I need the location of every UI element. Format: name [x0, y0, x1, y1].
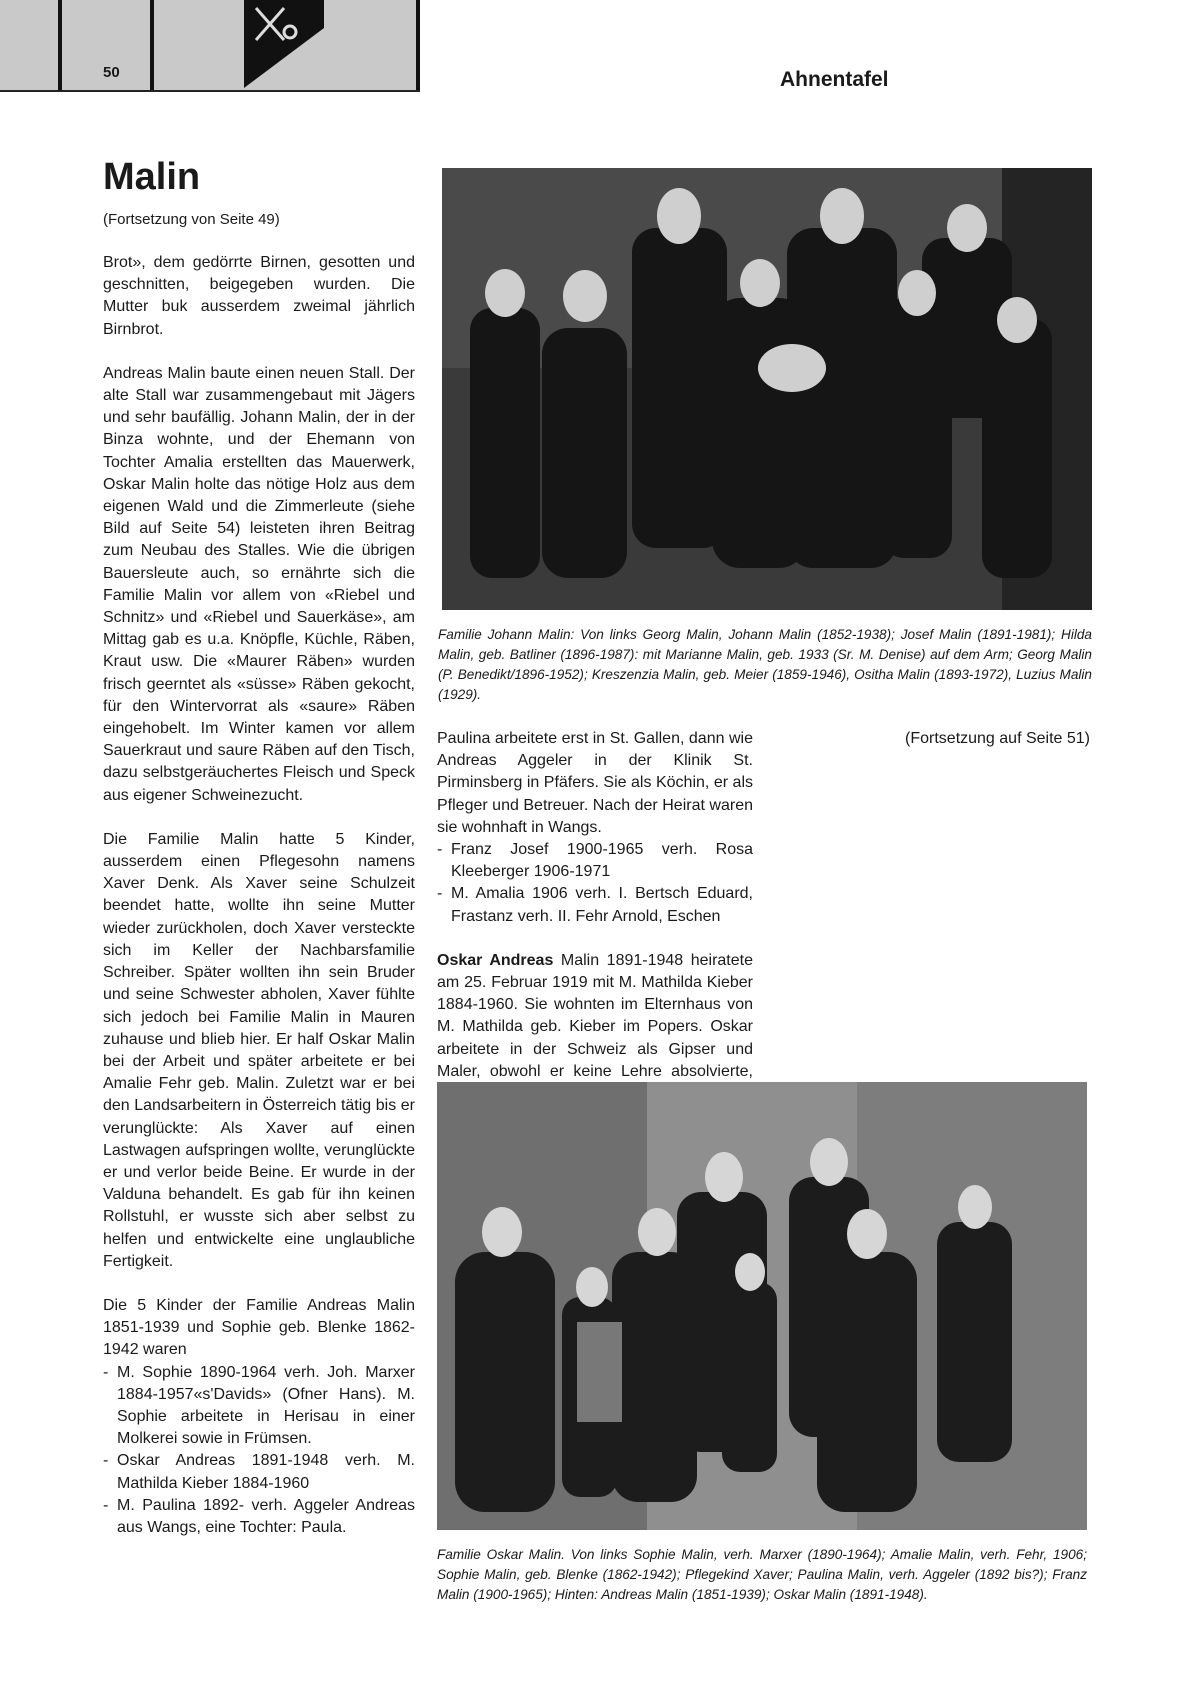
page-number: 50 — [103, 64, 120, 81]
list-item: - M. Paulina 1892- verh. Aggeler Andreas aus Wangs, eine Tochter: Paula. — [103, 1495, 415, 1539]
list-item: - Oskar Andreas 1891-1948 verh. M. Mathilda Kieber 1884-1960 — [103, 1450, 415, 1494]
paragraph: Brot», dem gedörrte Birnen, gesotten und geschnitten, beigegeben wurden. Die Mutter buk ausserdem zweimal jährlich Birnbrot. — [103, 254, 415, 338]
continued-on: (Fortsetzung auf Seite 51) — [905, 730, 1090, 747]
family-photo-johann — [442, 168, 1092, 610]
photo-caption: Familie Oskar Malin. Von links Sophie Malin, verh. Marxer (1890-1964); Amalie Malin, verh. Fehr, 1906; Sophie Malin, geb. Blenke (1862-1942); Pflegekind Xaver; Paulina Malin, verh. Aggeler (1892 bis?); Franz Malin (1900-1965); Hinten: Andreas Malin (1851-1939); Oskar Malin (1891-1948). — [437, 1547, 1087, 1602]
person-name: Oskar Andreas — [437, 951, 554, 969]
children-list-continued — [437, 839, 753, 928]
paragraph: Die Familie Malin hatte 5 Kinder, ausserdem einen Pflegesohn namens Xaver Denk. Als Xaver seine Schulzeit beendet hatte, wollte ihn seine Mutter wieder zurückholen, doch Xaver versteckte sich im Keller der Nachbarsfamilie Schreiber. Später wollten ihn sein Bruder und seine Schwester abholen, Xaver fühlte sich jedoch bei Familie Malin in Mauren zuhause und blieb hier. Er half Oskar Malin bei der Arbeit und später arbeitete er bei Amalie Fehr geb. Malin. Zuletzt war er bei den Landsarbeitern in Österreich tätig bis er verunglückte: Als Xaver auf einen Lastwagen aufspringen wollte, verunglückte er und verlor beide Beine. Er wurde in der Valduna behandelt. Es gab für ihn keinen Rollstuhl, er wusste sich aber selbst zu helfen und entwickelte eine unglaubliche Fertigkeit. — [103, 830, 415, 1270]
list-item: - M. Sophie 1890-1964 verh. Joh. Marxer 1884-1957«s'Davids» (Ofner Hans). M. Sophie arbeitete in Herisau in einer Molkerei sowie in Frümsen. — [103, 1362, 415, 1451]
header-rule — [416, 0, 420, 90]
list-item: - M. Amalia 1906 verh. I. Bertsch Eduard, Frastanz verh. II. Fehr Arnold, Eschen — [437, 883, 753, 927]
continued-from: (Fortsetzung von Seite 49) — [103, 211, 280, 228]
children-list — [103, 1362, 415, 1540]
coat-of-arms-icon — [244, 0, 324, 88]
paragraph: Paulina arbeitete erst in St. Gallen, dann wie Andreas Aggeler in der Klinik St. Pirminsberg in Pfäfers. Sie als Köchin, er als Pfleger und Betreuer. Nach der Heirat waren sie wohnhaft in Wangs. — [437, 730, 753, 836]
section-title: Ahnentafel — [780, 68, 889, 91]
photo-caption: Familie Johann Malin: Von links Georg Malin, Johann Malin (1852-1938); Josef Malin (1891-1981); Hilda Malin, geb. Batliner (1896-1987): mit Marianne Malin, geb. 1933 (Sr. M. Denise) auf dem Arm; Georg Malin (P. Benedikt/1896-1952); Kreszenzia Malin, geb. Meier (1859-1946), Ositha Malin (1893-1972), Luzius Malin (1929). — [438, 627, 1092, 702]
paragraph: Andreas Malin baute einen neuen Stall. Der alte Stall war zusammengebaut mit Jägers und sehr baufällig. Johann Malin, der in der Binza wohnte, und der Ehemann von Tochter Amalia erstellten das Mauerwerk, Oskar Malin holte das nötige Holz aus dem eigenen Wald und die Zimmerleute (siehe Bild auf Seite 54) leisteten ihren Beitrag zum Neubau des Stalles. Wie die übrigen Bauersleute auch, so ernährte sich die Familie Malin vor allem von «Riebel und Schnitz» und «Riebel und Sauerkäse», am Mittag gab es u.a. Knöpfle, Küchle, Räben, Kraut usw. Die «Maurer Räben» wurden frisch geerntet als «süsse» Räben gekocht, für den Wintervorrat als «saure» Räben eingehobelt. Im Winter kamen vor allem Sauerkraut und saure Räben auf den Tisch, dazu selbstgeräuchertes Fleisch und Speck aus eigener Schweinezucht. — [103, 364, 415, 804]
paragraph-text: Malin 1891-1948 heiratete am 25. Februar 1919 mit M. Mathilda Kieber 1884-1960. Sie wohnten im Elternhaus von M. Mathilda geb. Kieber im Popers. Oskar arbeitete in der Schweiz als Gipser und Maler, obwohl er keine Lehre absolvierte, — [437, 951, 753, 1080]
paragraph: Die 5 Kinder der Familie Andreas Malin 1851-1939 und Sophie geb. Blenke 1862-1942 waren — [103, 1296, 415, 1359]
header-rule — [150, 0, 154, 90]
header-rule — [58, 0, 62, 90]
right-column — [777, 728, 1090, 750]
family-photo-oskar — [437, 1082, 1087, 1530]
left-column — [103, 252, 415, 1539]
header-band — [0, 0, 420, 92]
article-title: Malin — [103, 156, 201, 198]
list-item: - Franz Josef 1900-1965 verh. Rosa Kleeberger 1906-1971 — [437, 839, 753, 883]
